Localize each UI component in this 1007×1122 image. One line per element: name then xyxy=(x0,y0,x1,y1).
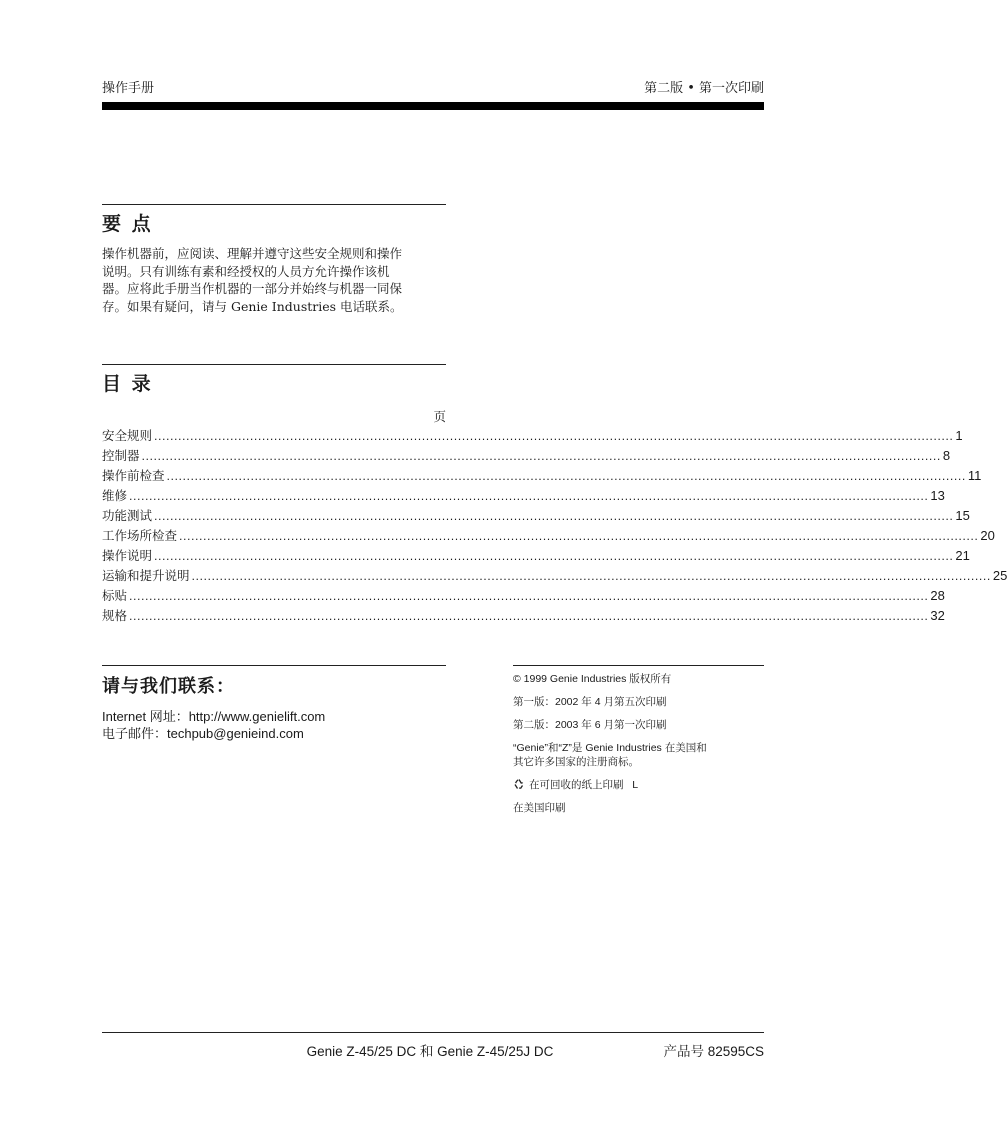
toc-leader-dots: ........................................................................................................................................................................................................ xyxy=(154,550,954,563)
toc-leader-dots: ........................................................................................................................................................................................................ xyxy=(166,470,966,483)
toc-leader-dots: ........................................................................................................................................................................................................ xyxy=(179,530,979,543)
toc-leader-dots: ........................................................................................................................................................................................................ xyxy=(141,450,941,463)
toc-item[interactable] xyxy=(102,566,1007,586)
toc-leader-dots: ........................................................................................................................................................................................................ xyxy=(154,430,954,443)
toc-item[interactable] xyxy=(102,486,945,506)
toc-item-page: 11 xyxy=(967,468,982,483)
important-rule xyxy=(102,204,446,205)
trademark-line: 其它许多国家的注册商标。 xyxy=(513,756,639,768)
toc-page-header: 页 xyxy=(433,409,446,424)
footer-model: Genie Z-45/25 DC 和 Genie Z-45/25J DC xyxy=(306,1044,554,1059)
toc-leader-dots: ........................................................................................................................................................................................................ xyxy=(129,610,929,623)
edition2-text: 第二版：2003 年 6 月第一次印刷 xyxy=(513,719,667,731)
toc-item-page: 8 xyxy=(942,448,951,463)
footer-part-number: 产品号 82595CS xyxy=(663,1044,764,1059)
contact-info xyxy=(102,708,325,742)
toc-item[interactable] xyxy=(102,546,970,566)
toc-item[interactable] xyxy=(102,526,995,546)
toc-item-label: 操作说明 xyxy=(102,548,153,563)
printed-in-text: 在美国印刷 xyxy=(513,802,566,814)
email-address[interactable]: 电子邮件：techpub@genieind.com xyxy=(102,726,304,741)
contact-title: 请与我们联系： xyxy=(102,676,235,697)
toc-item[interactable] xyxy=(102,446,951,466)
important-line: 器。应将此手册当作机器的一部分并始终与机器一同保 xyxy=(102,281,403,296)
toc-item-label: 标贴 xyxy=(102,588,128,603)
toc-title: 目 录 xyxy=(102,373,153,395)
toc-item-label: 维修 xyxy=(102,488,128,503)
toc-leader-dots: ........................................................................................................................................................................................................ xyxy=(154,510,954,523)
important-line: 操作机器前，应阅读、理解并遵守这些安全规则和操作 xyxy=(102,246,403,261)
recycle-icon xyxy=(513,778,525,790)
header-bar xyxy=(102,102,764,110)
important-line: 说明。只有训练有素和经授权的人员方允许操作该机 xyxy=(102,263,390,279)
table-of-contents xyxy=(102,408,1007,626)
edition1-text: 第一版：2002 年 4 月第五次印刷 xyxy=(513,696,667,708)
toc-item-page: 13 xyxy=(930,488,945,503)
toc-leader-dots: ........................................................................................................................................................................................................ xyxy=(191,570,991,583)
toc-leader-dots: ........................................................................................................................................................................................................ xyxy=(129,590,929,603)
recycled-text xyxy=(513,778,764,792)
rights-block xyxy=(513,672,764,824)
toc-item-label: 安全规则 xyxy=(102,428,153,443)
important-body xyxy=(102,245,446,315)
toc-item-label: 运输和提升说明 xyxy=(102,568,190,583)
toc-item-page: 1 xyxy=(955,428,963,443)
contact-rule xyxy=(102,665,446,666)
toc-item-page: 25 xyxy=(992,568,1007,583)
toc-item-page: 21 xyxy=(955,548,970,563)
recycled-label: 在可回收的纸上印刷 xyxy=(529,779,624,791)
toc-leader-dots: ........................................................................................................................................................................................................ xyxy=(129,490,929,503)
important-title: 要 点 xyxy=(102,213,153,235)
header-edition: 第二版 • 第一次印刷 xyxy=(644,81,764,96)
important-line: 存。如果有疑问，请与 Genie Industries 电话联系。 xyxy=(102,298,403,314)
toc-rule xyxy=(102,364,446,365)
toc-item[interactable] xyxy=(102,506,970,526)
toc-item[interactable] xyxy=(102,466,982,486)
footer-rule xyxy=(102,1032,764,1033)
toc-item-label: 操作前检查 xyxy=(102,468,165,483)
toc-item[interactable] xyxy=(102,426,963,446)
toc-item-label: 规格 xyxy=(102,608,128,623)
toc-item-page: 28 xyxy=(930,588,945,603)
toc-item-page: 20 xyxy=(980,528,995,543)
copyright-text: © 1999 Genie Industries 版权所有 xyxy=(513,673,672,685)
toc-item-label: 工作场所检查 xyxy=(102,528,178,543)
toc-item-label: 控制器 xyxy=(102,448,140,463)
trademark-text xyxy=(513,741,764,769)
toc-item[interactable] xyxy=(102,606,945,626)
header-manual-title: 操作手册 xyxy=(102,81,155,96)
toc-item-page: 15 xyxy=(955,508,970,523)
recycled-mark: L xyxy=(632,779,639,791)
rights-rule xyxy=(513,665,764,666)
toc-item-page: 32 xyxy=(930,608,945,623)
trademark-line: “Genie”和“Z”是 Genie Industries 在美国和 xyxy=(513,742,707,754)
toc-item[interactable] xyxy=(102,586,945,606)
toc-item-label: 功能测试 xyxy=(102,508,153,523)
internet-address[interactable]: Internet 网址：http://www.genielift.com xyxy=(102,709,326,724)
